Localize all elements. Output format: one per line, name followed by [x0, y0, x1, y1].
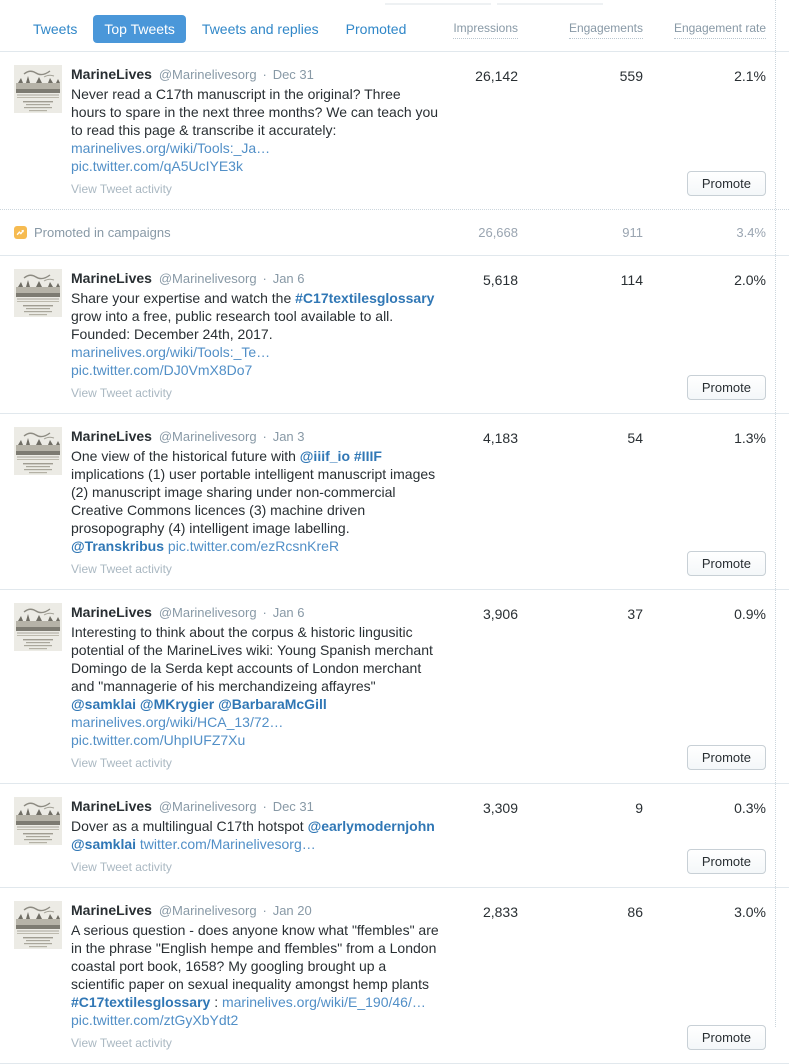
avatar-engraving-image — [14, 797, 62, 845]
impressions-value: 5,618 — [482, 272, 518, 288]
tweet-text: and "mannagerie of his merchandizeing affayres" — [71, 678, 376, 694]
tweet-url-link[interactable]: pic.twitter.com/ezRcsnKreR — [167, 538, 340, 554]
promoted-arrow-icon — [14, 226, 27, 239]
avatar-engraving-image — [14, 603, 62, 651]
tweet-url-link[interactable]: pic.twitter.com/qA5UcIYE3k — [71, 158, 243, 174]
date-separator: · — [262, 67, 267, 82]
ship-engraving-avatar — [14, 65, 62, 113]
tab-top-tweets[interactable]: Top Tweets — [93, 15, 186, 43]
engagements-value: 9 — [635, 800, 643, 816]
column-header-impressions: Impressions — [453, 21, 518, 39]
tweet-row — [0, 888, 789, 1064]
promote-button[interactable]: Promote — [687, 1025, 766, 1050]
tweet-body — [71, 623, 438, 749]
author-name[interactable]: MarineLives — [71, 428, 152, 444]
view-tweet-activity-link[interactable]: View Tweet activity — [71, 386, 172, 400]
engagements-value: 54 — [627, 430, 643, 446]
tweet-text: Interesting to think about the corpus & historic lingusitic — [71, 624, 413, 640]
tweet-entity-link[interactable]: @samklai — [71, 836, 137, 852]
tweet-date[interactable]: Jan 3 — [272, 429, 305, 444]
impressions-value: 3,906 — [482, 606, 518, 622]
promote-button[interactable]: Promote — [687, 849, 766, 874]
tweet-header — [71, 269, 438, 288]
crop-artifact-line — [497, 3, 603, 5]
tweet-text: prosopography (4) intelligent image labelling. — [71, 520, 350, 536]
view-tweet-activity-link[interactable]: View Tweet activity — [71, 756, 172, 770]
tweet-stats — [438, 603, 766, 622]
engagements-value: 86 — [627, 904, 643, 920]
tweet-stats — [438, 427, 766, 446]
author-name[interactable]: MarineLives — [71, 270, 152, 286]
tweet-text: grow into a free, public research tool available to all. — [71, 308, 394, 324]
tweet-text: potential of the MarineLives wiki: Young Spanish merchant — [71, 642, 433, 658]
tweet-entity-link[interactable]: @iiif_io — [299, 448, 350, 464]
tweet-text: (2) manuscript image sharing under non-commercial — [71, 484, 396, 500]
tweet-url-link[interactable]: twitter.com/Marinelivesorg… — [139, 836, 316, 852]
tab-promoted[interactable]: Promoted — [345, 20, 407, 37]
tweet-header — [71, 603, 438, 622]
ship-engraving-avatar — [14, 603, 62, 651]
tweet-content — [71, 269, 438, 402]
promoted-campaigns-row — [0, 210, 789, 256]
tweet-date[interactable]: Jan 20 — [272, 903, 312, 918]
tweet-entity-link[interactable]: @MKrygier — [139, 696, 215, 712]
tweet-entity-link[interactable]: #IIIF — [353, 448, 382, 464]
tweet-text: in the phrase "English hempe and ffembles" from a London — [71, 940, 437, 956]
author-handle[interactable]: @Marinelivesorg — [158, 903, 257, 918]
tweet-text: Founded: December 24th, 2017. — [71, 326, 273, 342]
tweet-entity-link[interactable]: @samklai — [71, 696, 137, 712]
tweet-entity-link[interactable]: #C17textilesglossary — [295, 290, 435, 306]
tweet-url-link[interactable]: marinelives.org/wiki/Tools:_Te… — [71, 344, 271, 360]
tweet-content — [71, 901, 438, 1052]
engagements-value: 559 — [619, 68, 643, 84]
tweet-date[interactable]: Jan 6 — [272, 605, 305, 620]
tweet-text: Dover as a multilingual C17th hotspot — [71, 818, 308, 834]
tweet-body — [71, 921, 438, 1029]
tweet-text: Domingo de la Serda kept accounts of London merchant — [71, 660, 422, 676]
author-handle[interactable]: @Marinelivesorg — [158, 799, 257, 814]
date-separator: · — [262, 799, 267, 814]
tweet-url-link[interactable]: marinelives.org/wiki/HCA_13/72… — [71, 714, 284, 730]
tweet-body — [71, 817, 438, 853]
tweet-stats — [438, 797, 766, 816]
engagements-value: 37 — [627, 606, 643, 622]
engagement-rate-value: 0.3% — [734, 800, 766, 816]
engagement-rate-value: 0.9% — [734, 606, 766, 622]
date-separator: · — [262, 903, 267, 918]
tweet-entity-link[interactable]: @earlymodernjohn — [307, 818, 435, 834]
tweet-row — [0, 784, 789, 888]
tweet-text: to read this page & transcribe it accurately: — [71, 122, 337, 138]
view-tweet-activity-link[interactable]: View Tweet activity — [71, 182, 172, 196]
tweet-url-link[interactable]: marinelives.org/wiki/E_190/46/… — [221, 994, 426, 1010]
tweet-text: Never read a C17th manuscript in the original? Three — [71, 86, 401, 102]
promoted-engagements-value: 911 — [622, 225, 643, 240]
impressions-value: 2,833 — [482, 904, 518, 920]
view-tweet-activity-link[interactable]: View Tweet activity — [71, 860, 172, 874]
promoted-campaigns-label: Promoted in campaigns — [34, 225, 171, 240]
tweet-text: A serious question - does anyone know what "ffembles" are — [71, 922, 439, 938]
tweet-text: : — [210, 994, 222, 1010]
tweet-row — [0, 256, 789, 414]
avatar-engraving-image — [14, 427, 62, 475]
tweet-entity-link[interactable]: @Transkribus — [71, 538, 165, 554]
tweet-content — [71, 65, 438, 198]
tab-tweets[interactable]: Tweets — [33, 20, 78, 37]
tweet-row — [0, 590, 789, 784]
promote-button[interactable]: Promote — [687, 551, 766, 576]
avatar-engraving-image — [14, 901, 62, 949]
tabs — [22, 15, 438, 43]
tweet-date[interactable]: Dec 31 — [272, 799, 314, 814]
promoted-impressions-value: 26,668 — [478, 225, 518, 240]
tweet-url-link[interactable]: marinelives.org/wiki/Tools:_Ja… — [71, 140, 271, 156]
tweet-row — [0, 414, 789, 590]
tweet-content — [71, 797, 438, 876]
impressions-value: 4,183 — [482, 430, 518, 446]
date-separator: · — [262, 271, 267, 286]
engagement-rate-value: 2.1% — [734, 68, 766, 84]
tweet-date[interactable]: Jan 6 — [272, 271, 305, 286]
tweet-url-link[interactable]: pic.twitter.com/ztGyXbYdt2 — [71, 1012, 239, 1028]
promote-button[interactable]: Promote — [687, 745, 766, 770]
promoted-engagement-rate-value: 3.4% — [736, 225, 766, 240]
date-separator: · — [262, 429, 267, 444]
column-header-engagements: Engagements — [569, 21, 643, 39]
author-name[interactable]: MarineLives — [71, 604, 152, 620]
promote-button[interactable]: Promote — [687, 375, 766, 400]
tweet-body — [71, 289, 438, 379]
impressions-value: 3,309 — [482, 800, 518, 816]
tweet-body — [71, 85, 438, 175]
tweet-entity-link[interactable]: #C17textilesglossary — [71, 994, 211, 1010]
column-headers — [438, 19, 766, 39]
tweet-stats — [438, 269, 766, 288]
author-handle[interactable]: @Marinelivesorg — [158, 429, 257, 444]
tweet-stats — [438, 901, 766, 920]
column-header-engagement-rate: Engagement rate — [674, 21, 766, 39]
tweet-text: coastal port book, 1658? My googling brought up a — [71, 958, 387, 974]
tweet-row — [0, 52, 789, 210]
ship-engraving-avatar — [14, 269, 62, 317]
tweet-content — [71, 427, 438, 578]
author-name[interactable]: MarineLives — [71, 902, 152, 918]
impressions-value: 26,142 — [475, 68, 518, 84]
tweet-header — [71, 797, 438, 816]
engagements-value: 114 — [620, 272, 643, 288]
tweet-entity-link[interactable]: @BarbaraMcGill — [218, 696, 327, 712]
engagement-rate-value: 1.3% — [734, 430, 766, 446]
ship-engraving-avatar — [14, 901, 62, 949]
tweet-list — [0, 52, 789, 1064]
avatar-engraving-image — [14, 65, 62, 113]
author-name[interactable]: MarineLives — [71, 798, 152, 814]
tweet-text: Creative Commons licences (3) machine driven — [71, 502, 366, 518]
tab-bar — [0, 0, 789, 52]
engagement-rate-value: 2.0% — [734, 272, 766, 288]
tweet-body — [71, 447, 438, 555]
promoted-campaigns-left — [14, 225, 438, 240]
tab-tweets-and-replies[interactable]: Tweets and replies — [201, 20, 319, 37]
tweet-text: scientific paper on sexual inequality amongst hemp plants — [71, 976, 429, 992]
engagement-rate-value: 3.0% — [734, 904, 766, 920]
tweet-stats — [438, 65, 766, 84]
tweet-text: implications (1) user portable intelligent manuscript images — [71, 466, 436, 482]
tweet-header — [71, 65, 438, 84]
tweet-text: Share your expertise and watch the — [71, 290, 296, 306]
tweet-header — [71, 427, 438, 446]
tweet-date[interactable]: Dec 31 — [272, 67, 314, 82]
view-tweet-activity-link[interactable]: View Tweet activity — [71, 1036, 172, 1050]
author-name[interactable]: MarineLives — [71, 66, 152, 82]
ship-engraving-avatar — [14, 797, 62, 845]
tweet-url-link[interactable]: pic.twitter.com/DJ0VmX8Do7 — [71, 362, 253, 378]
avatar-engraving-image — [14, 269, 62, 317]
ship-engraving-avatar — [14, 427, 62, 475]
author-handle[interactable]: @Marinelivesorg — [158, 605, 257, 620]
tweet-header — [71, 901, 438, 920]
promote-button[interactable]: Promote — [687, 171, 766, 196]
tweet-text: One view of the historical future with — [71, 448, 300, 464]
tweet-content — [71, 603, 438, 772]
author-handle[interactable]: @Marinelivesorg — [158, 67, 257, 82]
tweet-url-link[interactable]: pic.twitter.com/UhpIUFZ7Xu — [71, 732, 246, 748]
date-separator: · — [262, 605, 267, 620]
crop-artifact-line — [385, 3, 491, 5]
view-tweet-activity-link[interactable]: View Tweet activity — [71, 562, 172, 576]
author-handle[interactable]: @Marinelivesorg — [158, 271, 257, 286]
tweet-text: hours to spare in the next three months? We can teach you — [71, 104, 439, 120]
